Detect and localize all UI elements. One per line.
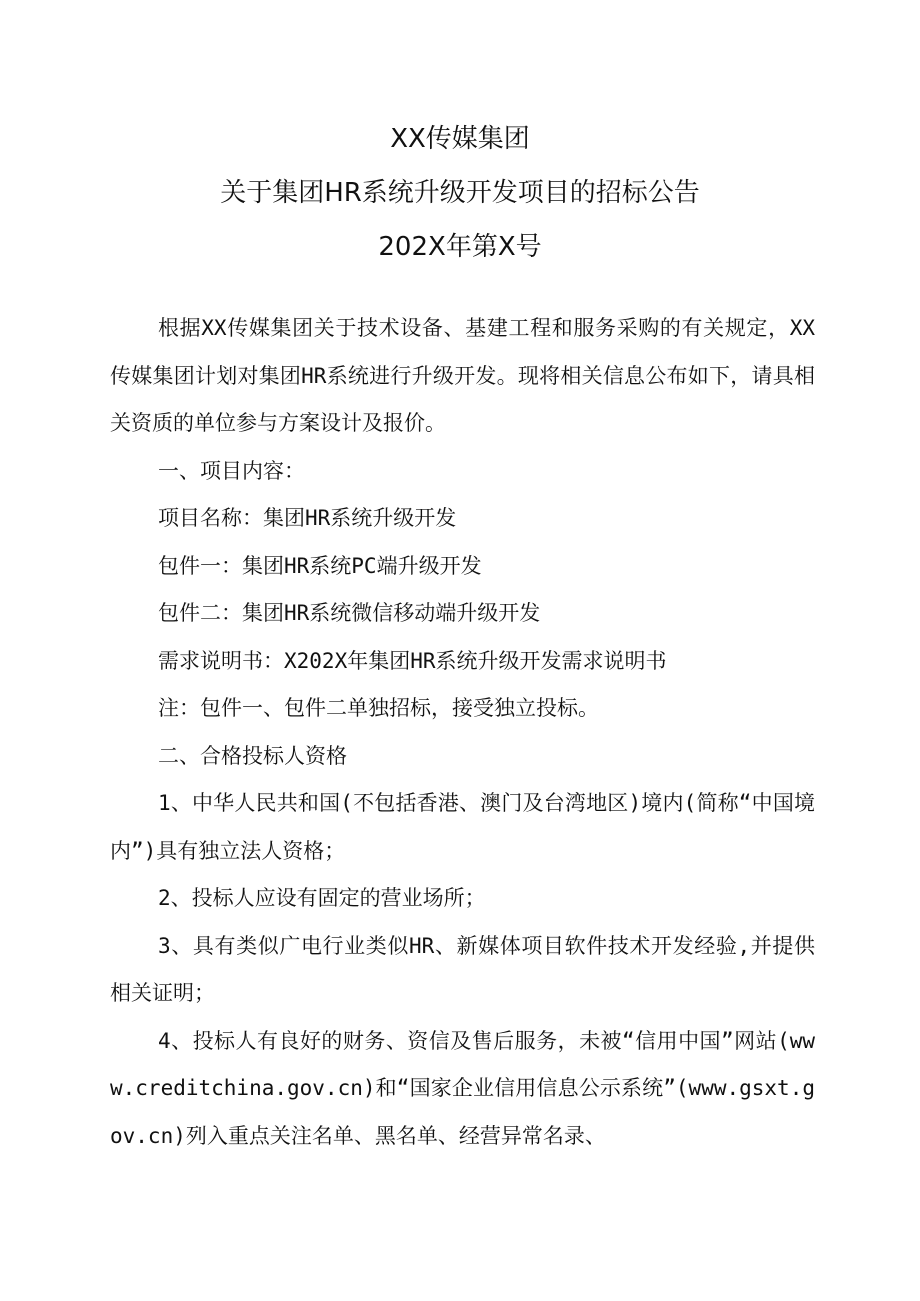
- requirements-doc-line: 需求说明书：X202X年集团HR系统升级开发需求说明书: [158, 648, 667, 673]
- qualification-item-2: 2、投标人应设有固定的营业场所；: [158, 886, 486, 910]
- document-body: [110, 305, 815, 1160]
- package-two-line: 包件二：集团HR系统微信移动端升级开发: [158, 601, 541, 625]
- section-heading-bidder-qualifications: 二、合格投标人资格: [158, 743, 347, 768]
- document-title: [0, 112, 920, 274]
- title-organization: XX传媒集团: [390, 124, 530, 154]
- qualification-item-3: 3、具有类似广电行业类似HR、新媒体项目软件技术开发经验,并提供相关证明；: [110, 933, 815, 1005]
- intro-paragraph: 根据XX传媒集团关于技术设备、基建工程和服务采购的有关规定，XX传媒集团计划对集团HR系统进行升级开发。现将相关信息公布如下，请具相关资质的单位参与方案设计及报价。: [110, 316, 815, 435]
- project-name-line: 项目名称：集团HR系统升级开发: [158, 506, 457, 530]
- title-announcement: 关于集团HR系统升级开发项目的招标公告: [220, 178, 700, 208]
- section-heading-project-content: 一、项目内容：: [158, 458, 305, 483]
- note-line: 注：包件一、包件二单独招标，接受独立投标。: [158, 696, 599, 720]
- package-one-line: 包件一：集团HR系统PC端升级开发: [158, 553, 482, 578]
- qualification-item-4: 4、投标人有良好的财务、资信及售后服务，未被“信用中国”网站(www.creditchina.gov.cn)和“国家企业信用信息公示系统”(www.gsxt.gov.cn)列入重点关注名单、黑名单、经营异常名录、: [110, 1028, 815, 1148]
- title-number: 202X年第X号: [378, 232, 542, 262]
- qualification-item-1: 1、中华人民共和国(不包括香港、澳门及台湾地区)境内(简称“中国境内”)具有独立法人资格；: [110, 791, 815, 863]
